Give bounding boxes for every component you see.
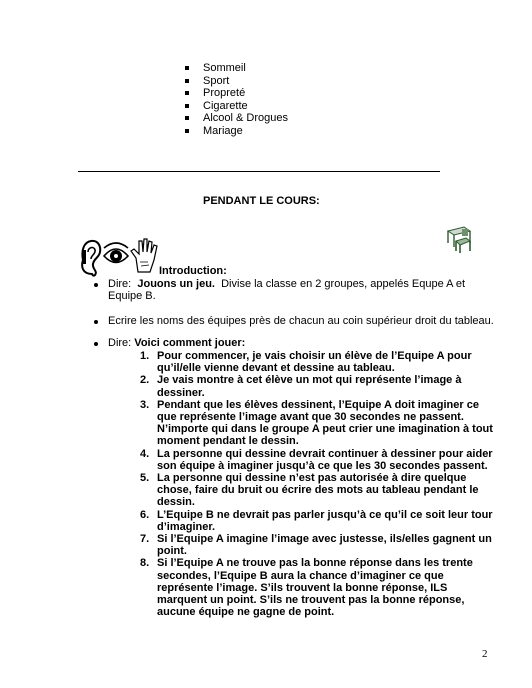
- intro-label: Introduction:: [159, 265, 227, 277]
- list-item: Alcool & Drogues: [185, 112, 288, 125]
- list-item: 6. L’Equipe B ne devrait pas parler jusqu’à ce qu’il ce soit leur tour d’imaginer.: [140, 508, 493, 533]
- list-item: 1. Pour commencer, je vais choisir un élève de l’Equipe A pour qu’il/elle vienne devant et dessine au tableau.: [140, 350, 472, 375]
- bullet-icon: [94, 283, 98, 287]
- list-item: Cigarette: [185, 100, 288, 113]
- section-heading: PENDANT LE COURS:: [203, 195, 320, 207]
- horizontal-divider: [78, 171, 440, 172]
- list-item: 3. Pendant que les élèves dessinent, l’Equipe A doit imaginer ce que représente l’image avant que 30 secondes ne passent. N’importe qui dans le groupe A peut crier une imagination à tout moment pendant le dessin.: [140, 398, 493, 448]
- eye-icon: [104, 243, 128, 263]
- senses-icons: [78, 236, 168, 280]
- square-bullet-icon: [185, 91, 189, 95]
- school-desk-icon: [444, 225, 474, 255]
- list-item: Propreté: [185, 87, 288, 100]
- topic-list: [185, 62, 288, 137]
- bullet-icon: [94, 342, 98, 346]
- list-item: Sport: [185, 75, 288, 88]
- ear-icon: [82, 241, 100, 276]
- instruction-bullet: Ecrire les noms des équipes près de chacun au coin supérieur droit du tableau.: [108, 315, 488, 327]
- instruction-bullet: Dire: Voici comment jouer:: [108, 337, 488, 349]
- list-item: Sommeil: [185, 62, 288, 75]
- square-bullet-icon: [185, 66, 189, 70]
- list-item: Mariage: [185, 125, 288, 138]
- hand-icon: [131, 239, 157, 272]
- list-item: 7. Si l’Equipe A imagine l’image avec justesse, ils/elles gagnent un point.: [140, 533, 492, 558]
- list-item: 5. La personne qui dessine n’est pas autorisée à dire quelque chose, faire du bruit ou écrire des mots au tableau pendant le dessin.: [140, 472, 479, 509]
- page-number: 2: [482, 648, 488, 660]
- square-bullet-icon: [185, 79, 189, 83]
- square-bullet-icon: [185, 104, 189, 108]
- instruction-bullet: Dire: Jouons un jeu. Divise la classe en 2 groupes, appelés Equpe A et Equipe B.: [108, 278, 478, 302]
- list-item: 4. La personne qui dessine devrait continuer à dessiner pour aider son équipe à imaginer jusqu’à ce que les 30 secondes passent.: [140, 447, 493, 472]
- square-bullet-icon: [185, 129, 189, 133]
- list-item: 8. Si l’Equipe A ne trouve pas la bonne réponse dans les trente secondes, l’Equipe B aura la chance d’imaginer ce que représente l’image. S’ils trouvent la bonne réponse, ILS marquent un point. S’ils ne trouvent pas la bonne réponse, aucune équipe ne gagne de point.: [140, 557, 473, 619]
- game-steps-list: [140, 350, 497, 619]
- list-item: 2. Je vais montre à cet élève un mot qui représente l’image à dessiner.: [140, 374, 462, 399]
- bullet-icon: [94, 320, 98, 324]
- square-bullet-icon: [185, 116, 189, 120]
